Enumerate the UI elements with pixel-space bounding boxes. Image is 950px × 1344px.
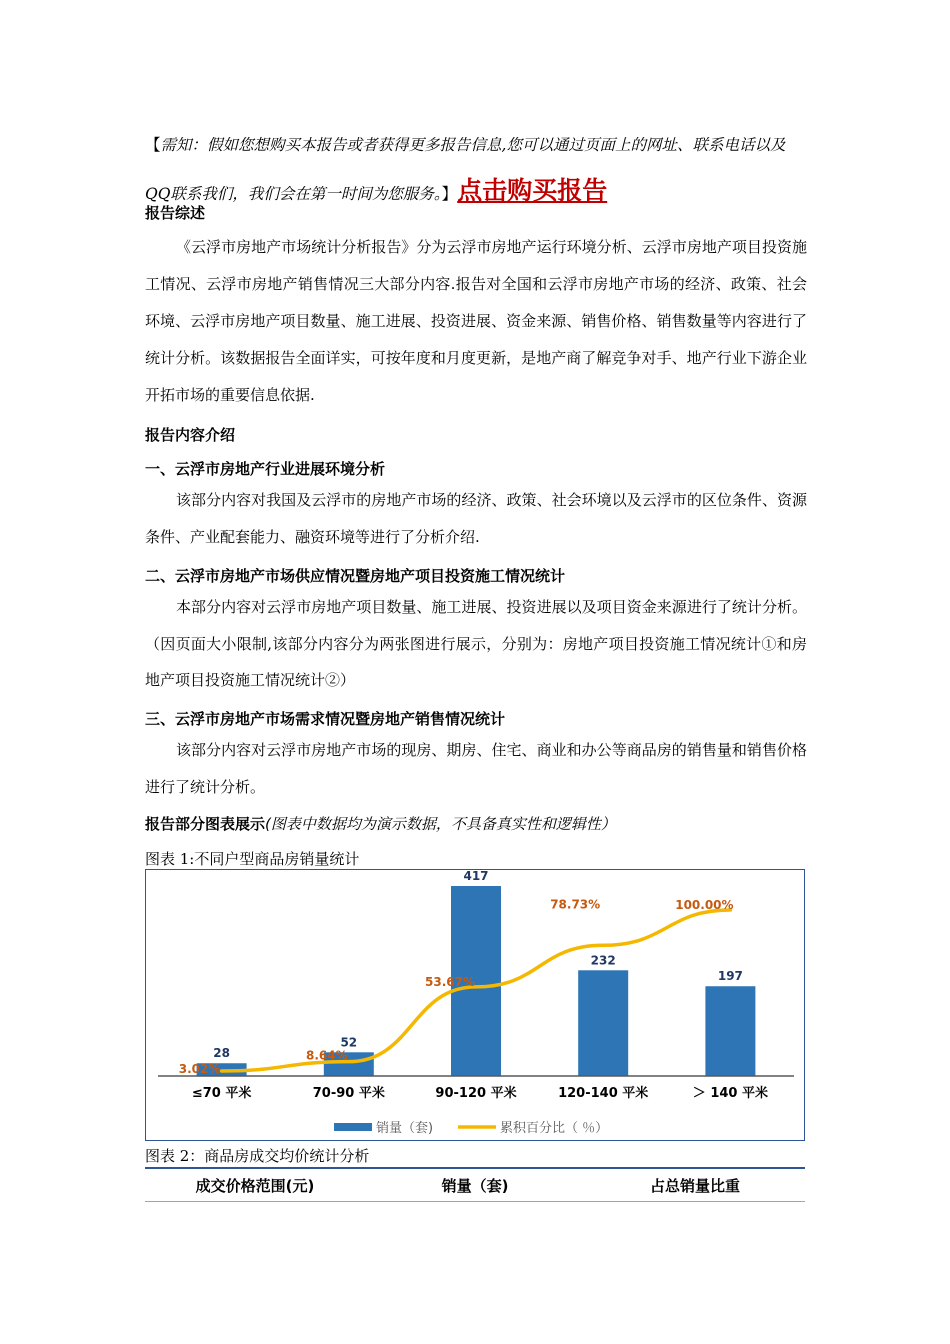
x-tick-label-1: 70-90 平米 [312,1086,385,1101]
sales-chart [145,869,805,1141]
line-label-4: 100.00% [675,898,734,912]
legend-label-bar: 销量（套) [376,1121,434,1136]
line-label-3: 78.73% [550,897,601,912]
charts-heading [145,813,616,834]
sales-chart-svg [146,870,806,1142]
x-tick-label-3: 120-140 平米 [558,1086,649,1101]
line-label-1: 8.64% [305,1048,348,1063]
charts-note: (图表中数据均为演示数据，不具备真实性和逻辑性） [265,815,616,833]
section2-body: 本部分内容对云浮市房地产项目数量、施工进展、投资进展以及项目资金来源进行了统计分析。（因页面大小限制,该部分内容分为两张图进行展示，分别为：房地产项目投资施工情况统计①和房地产项目投资施工情况统计②） [145,598,807,689]
bracket-close: 】 [441,185,458,203]
bar-label-2: 417 [463,870,489,883]
charts-heading-text: 报告部分图表展示 [145,815,266,833]
bar-4 [705,986,755,1076]
chart1-caption: 图表 1:不同户型商品房销量统计 [145,850,360,868]
overview-heading: 报告综述 [145,204,206,222]
table-header-share: 占总销量比重 [649,1176,740,1195]
overview-body: 《云浮市房地产市场统计分析报告》分为云浮市房地产运行环境分析、云浮市房地产项目投资施工情况、云浮市房地产销售情况三大部分内容.报告对全国和云浮市房地产市场的经济、政策、社会环境、云浮市房地产项目数量、施工进展、投资进展、资金来源、销售价格、销售数量等内容进行了统计分析。该数据报告全面详实，可按年度和月度更新，是地产商了解竞争对手、地产行业下游企业开拓市场的重要信息依据. [145,238,807,404]
contents-heading: 报告内容介绍 [145,426,236,444]
table-header-price-range: 成交价格范围(元) [195,1176,315,1195]
x-tick-label-2: 90-120 平米 [435,1086,517,1101]
section3-title: 三、云浮市房地产市场需求情况暨房地产销售情况统计 [145,710,506,728]
legend-swatch-bar [334,1123,372,1131]
section1-title: 一、云浮市房地产行业进展环境分析 [145,460,386,478]
notice-text: 需知：假如您想购买本报告或者获得更多报告信息,您可以通过页面上的网址、联系电话以及QQ联系我们，我们会在第一时间为您服务。 [145,136,786,203]
section1-body: 该部分内容对我国及云浮市的房地产市场的经济、政策、社会环境以及云浮市的区位条件、资源条件、产业配套能力、融资环境等进行了分析介绍. [145,491,807,546]
bar-3 [578,970,628,1076]
table-header-row [145,1169,805,1202]
bar-label-0: 28 [213,1046,230,1061]
line-label-2: 53.67% [425,974,475,989]
table-header-sales: 销量（套) [441,1176,509,1195]
section2-title: 二、云浮市房地产市场供应情况暨房地产项目投资施工情况统计 [145,567,566,585]
bar-label-3: 232 [590,953,616,968]
x-tick-label-4: ＞ 140 平米 [692,1086,769,1101]
x-tick-label-0: ≤70 平米 [191,1086,252,1101]
price-table [145,1167,805,1202]
bar-label-1: 52 [340,1035,358,1050]
line-label-0: 3.02% [178,1061,221,1076]
bracket-open: 【 [145,136,161,154]
section3-body: 该部分内容对云浮市房地产市场的现房、期房、住宅、商业和办公等商品房的销售量和销售价格进行了统计分析。 [145,741,807,796]
buy-report-link[interactable]: 点击购买报告 [457,176,608,205]
purchase-notice [145,122,805,217]
bar-label-4: 197 [717,969,743,984]
chart2-caption: 图表 2：商品房成交均价统计分析 [145,1147,370,1165]
legend-label-line: 累积百分比（ ％） [500,1121,609,1136]
